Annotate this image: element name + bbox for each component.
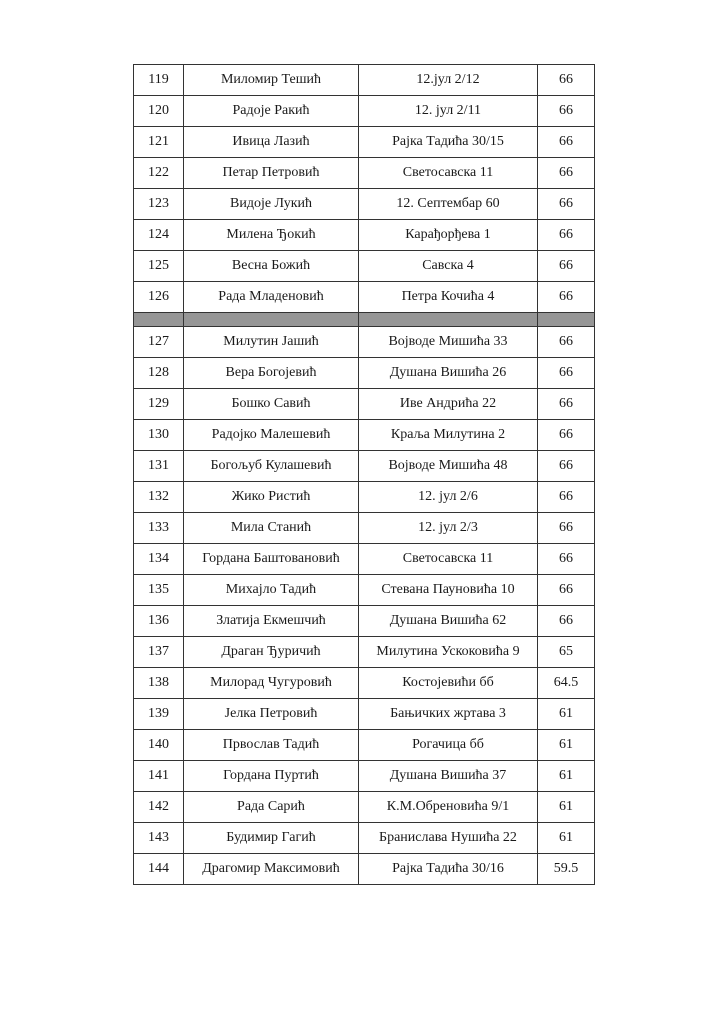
- score-cell: 66: [538, 482, 595, 513]
- score-cell: 66: [538, 327, 595, 358]
- table-row: [134, 251, 595, 282]
- address-cell: 12. јул 2/11: [359, 96, 538, 127]
- row-number-cell: 144: [134, 854, 184, 885]
- address-cell: К.М.Обреновића 9/1: [359, 792, 538, 823]
- name-cell: Вера Богојевић: [184, 358, 359, 389]
- table-row: [134, 282, 595, 313]
- score-cell: 64.5: [538, 668, 595, 699]
- address-cell: Милутина Ускоковића 9: [359, 637, 538, 668]
- table-row: [134, 389, 595, 420]
- score-cell: 66: [538, 189, 595, 220]
- name-cell: Видоје Лукић: [184, 189, 359, 220]
- score-cell: 66: [538, 575, 595, 606]
- separator-cell: [538, 313, 595, 327]
- name-cell: Драган Ђуричић: [184, 637, 359, 668]
- row-number-cell: 142: [134, 792, 184, 823]
- name-cell: Радојко Малешевић: [184, 420, 359, 451]
- score-cell: 66: [538, 606, 595, 637]
- address-cell: 12.јул 2/12: [359, 65, 538, 96]
- name-cell: Рада Младеновић: [184, 282, 359, 313]
- name-cell: Милутин Јашић: [184, 327, 359, 358]
- name-cell: Милена Ђокић: [184, 220, 359, 251]
- row-number-cell: 139: [134, 699, 184, 730]
- score-cell: 59.5: [538, 854, 595, 885]
- address-cell: Светосавска 11: [359, 158, 538, 189]
- address-cell: Иве Андрића 22: [359, 389, 538, 420]
- table-row: [134, 761, 595, 792]
- table-row: [134, 65, 595, 96]
- table-row: [134, 544, 595, 575]
- score-cell: 66: [538, 544, 595, 575]
- address-cell: Војводе Мишића 33: [359, 327, 538, 358]
- score-cell: 66: [538, 420, 595, 451]
- separator-cell: [134, 313, 184, 327]
- table-row: [134, 668, 595, 699]
- address-cell: Стевана Пауновића 10: [359, 575, 538, 606]
- table-row: [134, 127, 595, 158]
- roster-table-body: [134, 65, 595, 885]
- table-row: [134, 358, 595, 389]
- row-number-cell: 128: [134, 358, 184, 389]
- table-row: [134, 482, 595, 513]
- score-cell: 65: [538, 637, 595, 668]
- name-cell: Гордана Баштовановић: [184, 544, 359, 575]
- table-row: [134, 420, 595, 451]
- row-number-cell: 130: [134, 420, 184, 451]
- score-cell: 66: [538, 251, 595, 282]
- score-cell: 66: [538, 282, 595, 313]
- name-cell: Златија Екмешчић: [184, 606, 359, 637]
- address-cell: Душана Вишића 26: [359, 358, 538, 389]
- table-row: [134, 792, 595, 823]
- separator-cell: [359, 313, 538, 327]
- address-cell: 12. Септембар 60: [359, 189, 538, 220]
- row-number-cell: 135: [134, 575, 184, 606]
- address-cell: Душана Вишића 62: [359, 606, 538, 637]
- table-row: [134, 513, 595, 544]
- name-cell: Миломир Тешић: [184, 65, 359, 96]
- score-cell: 66: [538, 513, 595, 544]
- score-cell: 66: [538, 158, 595, 189]
- roster-table: [133, 64, 595, 885]
- table-row: [134, 823, 595, 854]
- row-number-cell: 132: [134, 482, 184, 513]
- address-cell: Краља Милутина 2: [359, 420, 538, 451]
- name-cell: Ивица Лазић: [184, 127, 359, 158]
- row-number-cell: 137: [134, 637, 184, 668]
- score-cell: 61: [538, 730, 595, 761]
- row-number-cell: 141: [134, 761, 184, 792]
- name-cell: Милорад Чугуровић: [184, 668, 359, 699]
- name-cell: Драгомир Максимовић: [184, 854, 359, 885]
- row-number-cell: 123: [134, 189, 184, 220]
- score-cell: 61: [538, 761, 595, 792]
- score-cell: 61: [538, 792, 595, 823]
- name-cell: Весна Божић: [184, 251, 359, 282]
- address-cell: Војводе Мишића 48: [359, 451, 538, 482]
- table-row: [134, 451, 595, 482]
- score-cell: 61: [538, 823, 595, 854]
- score-cell: 66: [538, 127, 595, 158]
- address-cell: Савска 4: [359, 251, 538, 282]
- row-number-cell: 129: [134, 389, 184, 420]
- table-row: [134, 327, 595, 358]
- name-cell: Петар Петровић: [184, 158, 359, 189]
- table-row: [134, 854, 595, 885]
- row-number-cell: 121: [134, 127, 184, 158]
- address-cell: Костојевићи бб: [359, 668, 538, 699]
- row-number-cell: 136: [134, 606, 184, 637]
- table-row: [134, 96, 595, 127]
- name-cell: Мила Станић: [184, 513, 359, 544]
- row-number-cell: 131: [134, 451, 184, 482]
- address-cell: Душана Вишића 37: [359, 761, 538, 792]
- address-cell: Рајка Тадића 30/16: [359, 854, 538, 885]
- row-number-cell: 127: [134, 327, 184, 358]
- table-row: [134, 699, 595, 730]
- name-cell: Гордана Пуртић: [184, 761, 359, 792]
- score-cell: 61: [538, 699, 595, 730]
- address-cell: Светосавска 11: [359, 544, 538, 575]
- row-number-cell: 120: [134, 96, 184, 127]
- row-number-cell: 124: [134, 220, 184, 251]
- score-cell: 66: [538, 65, 595, 96]
- row-number-cell: 138: [134, 668, 184, 699]
- separator-cell: [184, 313, 359, 327]
- score-cell: 66: [538, 389, 595, 420]
- table-row: [134, 575, 595, 606]
- separator-row: [134, 313, 595, 327]
- row-number-cell: 122: [134, 158, 184, 189]
- name-cell: Жико Ристић: [184, 482, 359, 513]
- table-row: [134, 637, 595, 668]
- name-cell: Михајло Тадић: [184, 575, 359, 606]
- table-row: [134, 189, 595, 220]
- row-number-cell: 143: [134, 823, 184, 854]
- row-number-cell: 126: [134, 282, 184, 313]
- address-cell: Бањичких жртава 3: [359, 699, 538, 730]
- name-cell: Будимир Гагић: [184, 823, 359, 854]
- table-row: [134, 220, 595, 251]
- address-cell: Рогачица бб: [359, 730, 538, 761]
- address-cell: 12. јул 2/3: [359, 513, 538, 544]
- address-cell: Карађорђева 1: [359, 220, 538, 251]
- name-cell: Јелка Петровић: [184, 699, 359, 730]
- name-cell: Радоје Ракић: [184, 96, 359, 127]
- score-cell: 66: [538, 451, 595, 482]
- address-cell: 12. јул 2/6: [359, 482, 538, 513]
- table-row: [134, 730, 595, 761]
- name-cell: Првослав Тадић: [184, 730, 359, 761]
- table-row: [134, 606, 595, 637]
- row-number-cell: 133: [134, 513, 184, 544]
- address-cell: Бранислава Нушића 22: [359, 823, 538, 854]
- row-number-cell: 119: [134, 65, 184, 96]
- address-cell: Петра Кочића 4: [359, 282, 538, 313]
- name-cell: Рада Сарић: [184, 792, 359, 823]
- address-cell: Рајка Тадића 30/15: [359, 127, 538, 158]
- name-cell: Бошко Савић: [184, 389, 359, 420]
- row-number-cell: 140: [134, 730, 184, 761]
- score-cell: 66: [538, 96, 595, 127]
- row-number-cell: 125: [134, 251, 184, 282]
- table-row: [134, 158, 595, 189]
- name-cell: Богољуб Кулашевић: [184, 451, 359, 482]
- score-cell: 66: [538, 220, 595, 251]
- row-number-cell: 134: [134, 544, 184, 575]
- score-cell: 66: [538, 358, 595, 389]
